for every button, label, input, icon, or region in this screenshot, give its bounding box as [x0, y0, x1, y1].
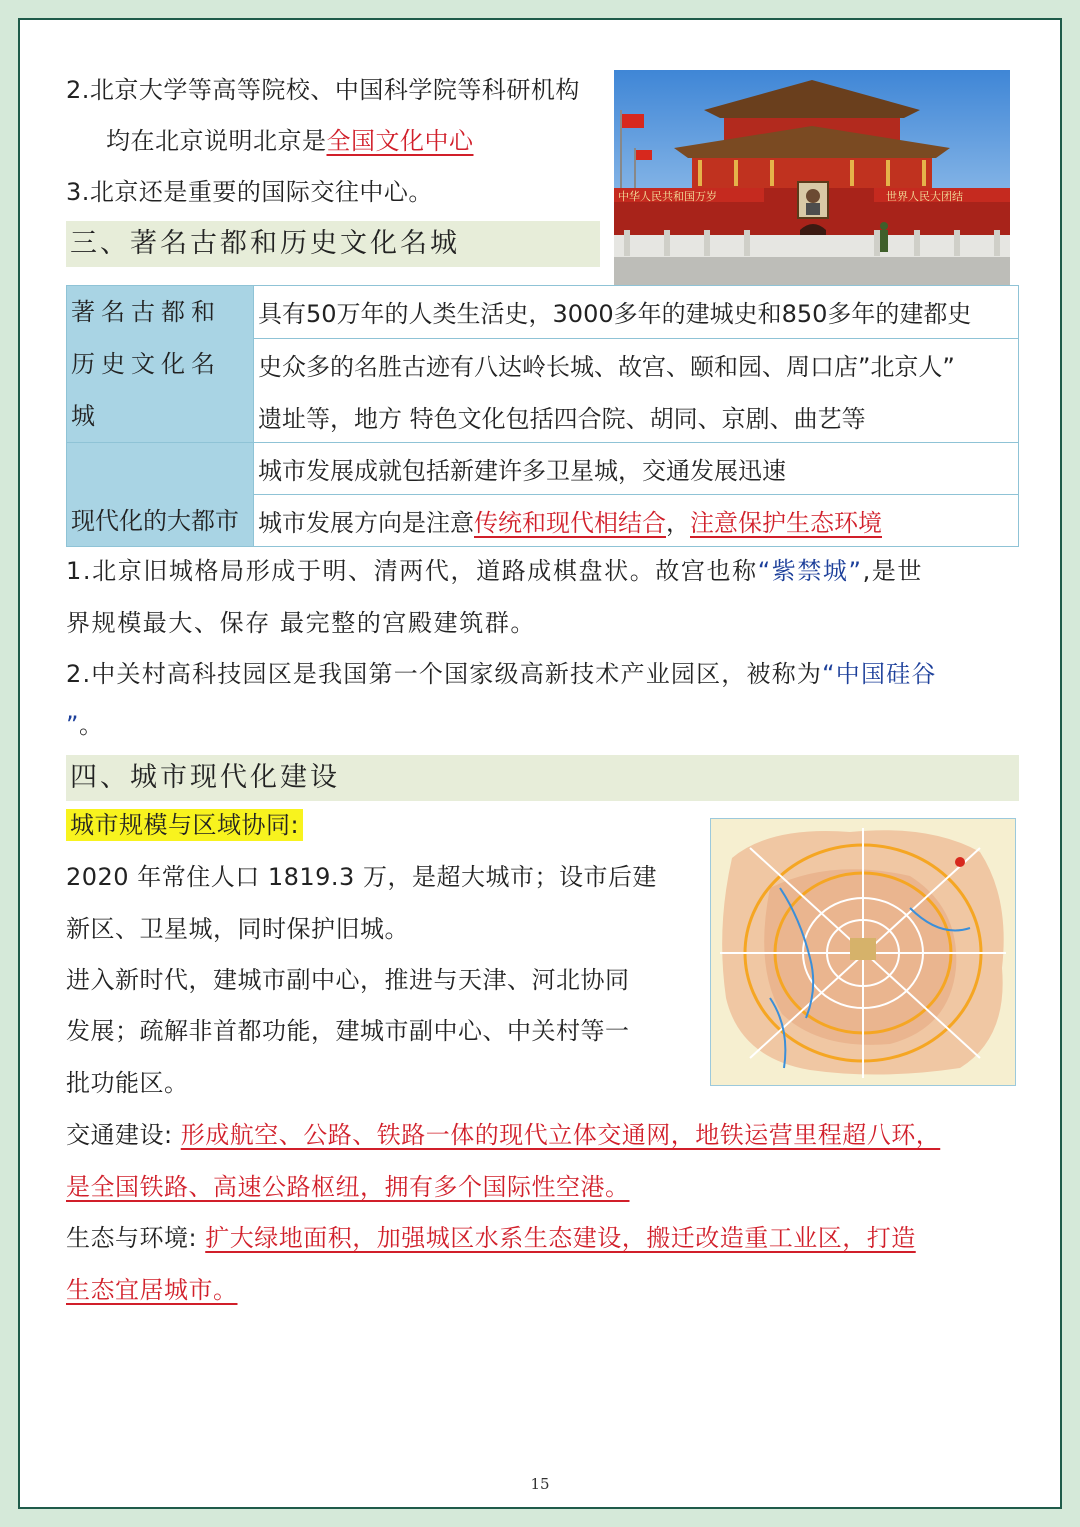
key-phrase: 注意保护生态环境	[690, 509, 882, 537]
text-line: 批功能区。	[66, 1069, 189, 1097]
key-term: “紫禁城”	[757, 557, 863, 585]
text-line: 1.北京旧城格局形成于明、清两代，道路成棋盘状。故宫也称“紫禁城”,是世	[66, 557, 924, 585]
table-cell: 史众多的名胜古迹有八达岭长城、故宫、颐和园、周口店”北京人”	[254, 338, 1019, 390]
page-number: 15	[530, 1475, 550, 1493]
key-phrase: 生态宜居城市。	[66, 1276, 238, 1304]
table-cell: 城市发展方向是注意传统和现代相结合，注意保护生态环境	[254, 495, 1019, 547]
table-cell: 具有50万年的人类生活史，3000多年的建城史和850多年的建都史	[254, 286, 1019, 339]
text-line: 新区、卫星城，同时保护旧城。	[66, 915, 409, 943]
text-line: 3.北京还是重要的国际交往中心。	[66, 178, 433, 206]
text-line: 发展；疏解非首都功能，建城市副中心、中关村等一	[66, 1017, 630, 1045]
subheading: 城市规模与区域协同:	[66, 810, 303, 840]
key-phrase: 形成航空、公路、铁路一体的现代立体交通网，地铁运营里程超八环，	[180, 1121, 941, 1149]
text-line: 界规模最大、保存 最完整的宫殿建筑群。	[66, 609, 537, 637]
text-line	[66, 1172, 630, 1202]
text-line	[66, 1275, 238, 1305]
page	[18, 18, 1062, 1509]
banner-left: 中华人民共和国万岁	[618, 190, 717, 203]
key-phrase: 扩大绿地面积，加强城区水系生态建设，搬迁改造重工业区，打造	[205, 1224, 916, 1252]
text-line: 均在北京说明北京是全国文化中心	[106, 127, 474, 155]
text-line: 2.北京大学等高等院校、中国科学院等科研机构	[66, 76, 580, 104]
text-line: 2020 年常住人口 1819.3 万，是超大城市；设市后建	[66, 863, 657, 891]
text-line: 生态与环境: 扩大绿地面积，加强城区水系生态建设，搬迁改造重工业区，打造	[66, 1224, 916, 1252]
text-line: 进入新时代，建城市副中心，推进与天津、河北协同	[66, 966, 630, 994]
section-heading: 三、著名古都和历史文化名城	[66, 221, 600, 267]
text-line: 交通建设: 形成航空、公路、铁路一体的现代立体交通网，地铁运营里程超八环，	[66, 1121, 941, 1149]
table-row	[67, 286, 1019, 339]
banner-right: 世界人民大团结	[886, 190, 963, 203]
row-label: 现代化的大都市	[67, 443, 254, 547]
key-phrase: 全国文化中心	[326, 127, 474, 155]
tiananmen-photo	[614, 70, 1010, 285]
text-line: 2.中关村高科技园区是我国第一个国家级高新技术产业园区，被称为“中国硅谷	[66, 660, 937, 688]
beijing-map	[710, 818, 1016, 1086]
key-phrase: 是全国铁路、高速公路枢纽，拥有多个国际性空港。	[66, 1173, 630, 1201]
row-label: 著名古都和历史文化名城	[67, 286, 254, 443]
section-heading: 四、城市现代化建设	[66, 755, 1019, 801]
text-line: ”。	[66, 711, 104, 739]
key-phrase: 传统和现代相结合	[474, 509, 666, 537]
city-features-table	[66, 285, 1019, 547]
key-term: “中国硅谷	[822, 660, 937, 688]
table-row	[67, 443, 1019, 495]
table-cell: 城市发展成就包括新建许多卫星城，交通发展迅速	[254, 443, 1019, 495]
table-cell: 遗址等，地方 特色文化包括四合院、胡同、京剧、曲艺等	[254, 390, 1019, 442]
